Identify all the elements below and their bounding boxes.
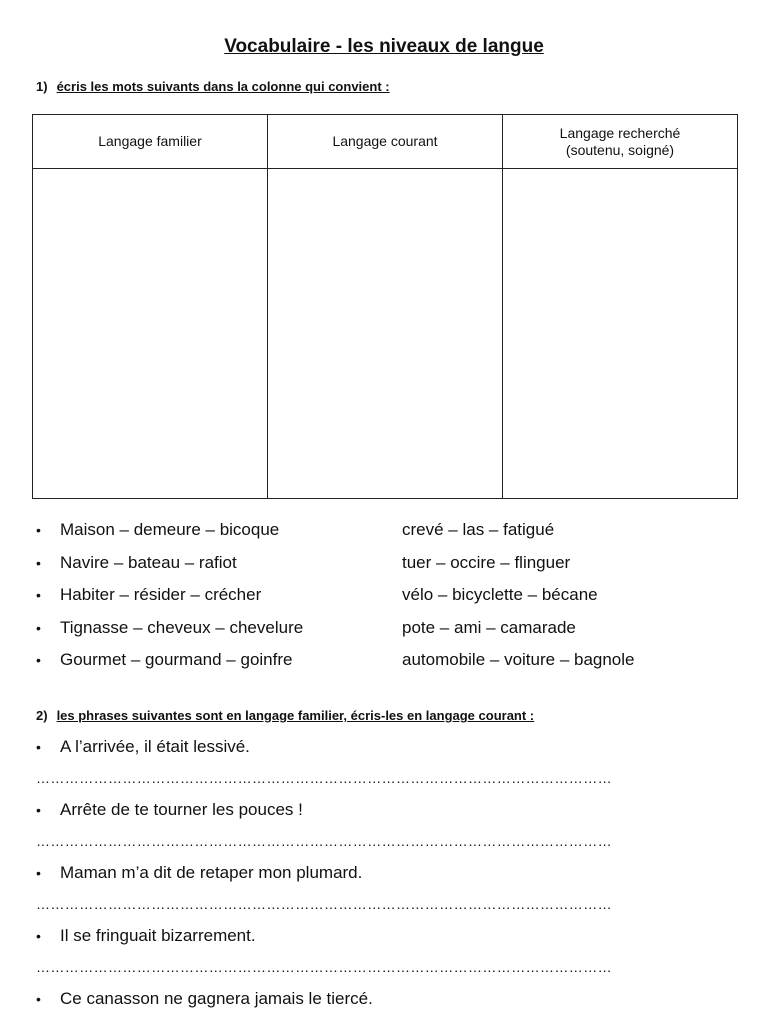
sentence-item [36, 984, 736, 1013]
word-group-right: vélo – bicyclette – bécane [402, 585, 598, 605]
word-list-item [36, 644, 736, 677]
sentence-list [36, 732, 736, 1013]
exercise-2-number: 2) [36, 708, 48, 723]
bullet-icon: • [36, 652, 41, 669]
column-header-courant-line1: Langage courant [332, 133, 438, 149]
word-list-item [36, 514, 736, 547]
sentence-item [36, 858, 736, 887]
sentence-text: Ce canasson ne gagnera jamais le tiercé. [60, 988, 373, 1008]
exercise-2-instruction [36, 708, 534, 723]
answer-cell-familier[interactable] [33, 169, 268, 499]
word-group-left: Tignasse – cheveux – chevelure [60, 617, 304, 637]
sentence-text: Il se fringuait bizarrement. [60, 925, 256, 945]
bullet-icon: • [36, 554, 41, 571]
column-header-courant [268, 115, 503, 169]
sentence-text: A l’arrivée, il était lessivé. [60, 736, 250, 756]
bullet-icon: • [36, 619, 41, 636]
sentence-text: Arrête de te tourner les pouces ! [60, 799, 303, 819]
word-group-right: tuer – occire – flinguer [402, 552, 571, 572]
answer-line[interactable]: ………………………………………………………………………………………………………… [36, 896, 612, 912]
bullet-icon: • [36, 738, 41, 755]
word-group-left: Maison – demeure – bicoque [60, 520, 280, 540]
word-group-left: Gourmet – gourmand – goinfre [60, 650, 293, 670]
word-list-item [36, 579, 736, 612]
classification-table [32, 114, 738, 499]
sentence-text: Maman m’a dit de retaper mon plumard. [60, 862, 363, 882]
word-group-left: Navire – bateau – rafiot [60, 552, 237, 572]
answer-line[interactable]: ………………………………………………………………………………………………………… [36, 770, 612, 786]
exercise-1-number: 1) [36, 79, 48, 94]
bullet-icon: • [36, 587, 41, 604]
sentence-item [36, 795, 736, 824]
bullet-icon: • [36, 927, 41, 944]
word-group-right: automobile – voiture – bagnole [402, 650, 635, 670]
bullet-icon: • [36, 990, 41, 1007]
bullet-icon: • [36, 522, 41, 539]
sentence-item [36, 921, 736, 950]
bullet-icon: • [36, 864, 41, 881]
column-header-recherche-line2: (soutenu, soigné) [565, 141, 675, 158]
column-header-familier [33, 115, 268, 169]
page-title: Vocabulaire - les niveaux de langue [224, 36, 544, 57]
word-list [36, 514, 736, 677]
word-list-item [36, 547, 736, 580]
sentence-item [36, 732, 736, 761]
column-header-recherche [503, 115, 738, 169]
answer-cell-recherche[interactable] [503, 169, 738, 499]
answer-line[interactable]: ………………………………………………………………………………………………………… [36, 959, 612, 975]
word-group-right: pote – ami – camarade [402, 617, 576, 637]
exercise-1-instruction [36, 79, 390, 94]
answer-line[interactable]: ………………………………………………………………………………………………………… [36, 833, 612, 849]
column-header-recherche-line1: Langage recherché [559, 124, 681, 141]
exercise-1-text: écris les mots suivants dans la colonne qui convient : [56, 79, 390, 94]
word-group-right: crevé – las – fatigué [402, 520, 555, 540]
answer-cell-courant[interactable] [268, 169, 503, 499]
word-group-left: Habiter – résider – crécher [60, 585, 262, 605]
word-list-item [36, 612, 736, 645]
exercise-2-text: les phrases suivantes sont en langage familier, écris-les en langage courant : [56, 708, 535, 723]
column-header-familier-line1: Langage familier [98, 133, 202, 149]
bullet-icon: • [36, 801, 41, 818]
